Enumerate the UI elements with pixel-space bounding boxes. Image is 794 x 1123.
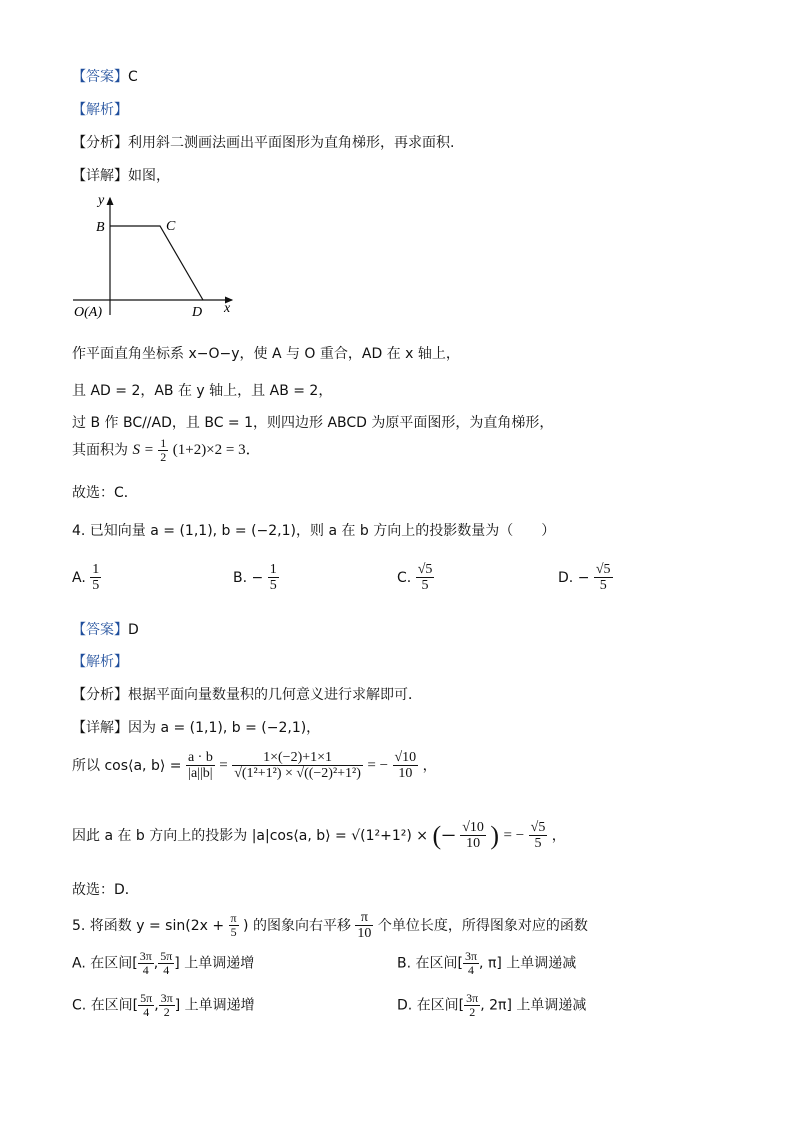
option-frac2 — [159, 992, 175, 1019]
fenxi-tag: 【分析】 — [72, 687, 128, 703]
q4-analysis-tag: 【解析】 — [72, 654, 128, 670]
q3-fenxi-line — [72, 132, 454, 152]
option-den: 5 — [421, 578, 429, 594]
point-c-label: C — [166, 219, 176, 234]
option-letter: C. — [72, 997, 87, 1014]
q4-cos-line — [72, 750, 437, 782]
q4-fenxi-line — [72, 684, 422, 704]
fenxi-tag: 【分析】 — [72, 135, 128, 151]
proj-frac-den: 10 — [466, 836, 481, 852]
q5-stem-c: 个单位长度，所得图象对应的函数 — [377, 917, 588, 934]
area-frac-num: 1 — [160, 436, 167, 450]
cos-frac1-den: |a||b| — [188, 766, 213, 782]
option-sep: , π — [479, 955, 497, 972]
proj-paren-close: ) — [490, 820, 500, 850]
option-letter: B. — [233, 569, 248, 586]
option-num: √5 — [417, 562, 433, 577]
option-pre: 在区间[ — [416, 997, 465, 1014]
q3-answer-line — [72, 66, 138, 86]
cos-frac2-num: 1×(−2)+1×1 — [232, 750, 363, 766]
option-den: 5 — [269, 578, 277, 594]
frac-den: 2 — [163, 1005, 170, 1020]
origin-label: O(A) — [74, 305, 102, 320]
option-tail: ] 上单调递减 — [496, 955, 577, 972]
option-sep: , — [154, 997, 159, 1014]
option-letter: D. — [558, 569, 574, 586]
q4-option-c — [397, 562, 434, 594]
q3-detail-line — [72, 165, 170, 185]
cos-end: ， — [422, 757, 437, 774]
proj-eq: = − — [503, 827, 525, 844]
option-letter: D. — [397, 997, 413, 1014]
answer-value: D — [128, 622, 139, 638]
trapezoid-figure — [68, 190, 248, 325]
option-num: √5 — [595, 562, 611, 577]
option-num: 1 — [92, 562, 100, 577]
option-letter: B. — [397, 955, 412, 972]
proj-frac — [460, 820, 486, 852]
option-pre: 在区间[ — [90, 997, 139, 1014]
answer-tag: 【答案】 — [72, 69, 128, 85]
cos-frac1 — [186, 750, 215, 782]
proj-frac-num: √10 — [462, 820, 484, 835]
option-frac2 — [158, 950, 174, 977]
option-frac1 — [464, 992, 480, 1019]
option-frac1 — [138, 992, 154, 1019]
q4-answer-line — [72, 619, 139, 639]
frac-den: 4 — [163, 963, 170, 978]
option-sep: , — [153, 955, 159, 972]
area-prefix: 其面积为 — [72, 442, 128, 459]
option-tail: ] 上单调递增 — [174, 955, 255, 972]
frac-den: 4 — [468, 963, 475, 978]
q3-analysis-tag: 【解析】 — [72, 102, 128, 118]
q5-option-c — [72, 992, 255, 1019]
q3-line1: 作平面直角坐标系 x−O−y，使 A 与 O 重合，AD 在 x 轴上， — [72, 346, 460, 362]
option-letter: A. — [72, 955, 86, 972]
option-letter: A. — [72, 569, 86, 586]
frac-den: 2 — [469, 1005, 476, 1020]
q3-line2: 且 AD = 2，AB 在 y 轴上，且 AB = 2， — [72, 383, 333, 399]
option-frac1 — [138, 950, 154, 977]
q3-area-line — [72, 437, 261, 464]
detail-tag: 【详解】 — [72, 168, 128, 184]
proj-prefix: 因此 a 在 b 方向上的投影为 |a|cos⟨a, b⟩ = √(1²+1²) × — [72, 827, 429, 844]
q3-line3: 过 B 作 BC//AD，且 BC = 1，则四边形 ABCD 为原平面图形，为直角梯形， — [72, 415, 554, 431]
frac-num: 3π — [466, 991, 479, 1005]
proj-res-num: √5 — [530, 820, 546, 835]
option-den: 5 — [92, 578, 100, 594]
frac-den: 4 — [142, 963, 149, 978]
q4-option-a — [72, 562, 101, 594]
q4-proj-line — [72, 820, 566, 852]
q5-stem-b: ) 的图象向右平移 — [243, 917, 351, 934]
q5-option-b — [397, 950, 576, 977]
cos-eq2: = − — [367, 757, 389, 774]
detail-tag: 【详解】 — [72, 720, 128, 736]
point-b-label: B — [96, 220, 105, 235]
q5-option-a — [72, 950, 254, 977]
cos-frac1-num: a · b — [187, 750, 213, 765]
frac-num: 3π — [464, 949, 478, 963]
x-axis-label: x — [224, 301, 231, 316]
option-fraction — [90, 562, 101, 594]
option-tail: ] 上单调递增 — [174, 997, 255, 1014]
area-frac-den: 2 — [160, 450, 167, 465]
cos-prefix: 所以 cos⟨a, b⟩ = — [72, 757, 182, 774]
area-s: S = — [132, 442, 154, 459]
q5-phase-frac — [229, 912, 239, 939]
detail-text: 如图， — [128, 168, 170, 184]
cos-frac3 — [393, 750, 419, 782]
option-tail: ] 上单调递减 — [506, 997, 587, 1014]
frac-num: 5π — [140, 991, 153, 1005]
proj-end: ， — [551, 827, 566, 844]
q4-detail-line — [72, 717, 320, 737]
area-fraction — [158, 437, 168, 464]
option-fraction — [416, 562, 435, 594]
cos-frac2-den: √(1²+1²) × √((−2)²+1²) — [234, 766, 361, 782]
point-d-label: D — [192, 305, 203, 320]
area-rest: (1+2)×2 = 3． — [172, 442, 261, 459]
q4-choose: 故选：D． — [72, 882, 139, 898]
cos-eq: = — [219, 757, 228, 774]
detail-text: 因为 a = (1,1), b = (−2,1)， — [128, 720, 321, 736]
q3-choose: 故选：C． — [72, 485, 138, 501]
option-sign: − — [577, 569, 590, 586]
q4-stem: 4. 已知向量 a = (1,1), b = (−2,1)，则 a 在 b 方向上的投影数量为（ ） — [72, 523, 556, 539]
q5-shift-frac — [355, 910, 373, 942]
trapezoid-edges — [110, 226, 203, 300]
q5-phase-den: 5 — [230, 925, 237, 940]
frac-den: 4 — [143, 1005, 150, 1020]
q5-stem — [72, 910, 588, 942]
frac-num: 5π — [160, 949, 173, 963]
answer-value: C — [128, 69, 138, 85]
cos-frac3-num: √10 — [394, 750, 417, 765]
option-sign: − — [251, 569, 264, 586]
option-pre: 在区间[ — [90, 955, 138, 972]
q5-shift-den: 10 — [357, 926, 372, 942]
fenxi-text: 利用斜二测画法画出平面图形为直角梯形，再求面积. — [128, 135, 455, 151]
frac-num: 3π — [139, 949, 152, 963]
option-letter: C. — [397, 569, 412, 586]
q5-shift-num: π — [355, 910, 373, 926]
q4-option-d — [558, 562, 613, 594]
option-frac1 — [463, 950, 479, 977]
proj-res-den: 5 — [534, 836, 542, 852]
option-den: 5 — [599, 578, 607, 594]
proj-result — [529, 820, 548, 852]
q5-stem-a: 5. 将函数 y = sin(2x + — [72, 917, 225, 934]
y-axis-label: y — [98, 193, 105, 208]
answer-tag: 【答案】 — [72, 622, 128, 638]
q4-option-b — [233, 562, 279, 594]
proj-paren-open: (− — [432, 820, 456, 850]
cos-frac2 — [232, 750, 363, 782]
frac-num: 3π — [160, 991, 173, 1005]
option-fraction — [268, 562, 279, 594]
option-pre: 在区间[ — [415, 955, 463, 972]
cos-frac3-den: 10 — [398, 766, 413, 782]
fenxi-text: 根据平面向量数量积的几何意义进行求解即可． — [128, 687, 422, 703]
option-fraction — [594, 562, 613, 594]
option-num: 1 — [269, 562, 277, 577]
option-sep: , 2π — [480, 997, 507, 1014]
q5-phase-num: π — [230, 911, 237, 926]
q5-option-d — [397, 992, 586, 1019]
